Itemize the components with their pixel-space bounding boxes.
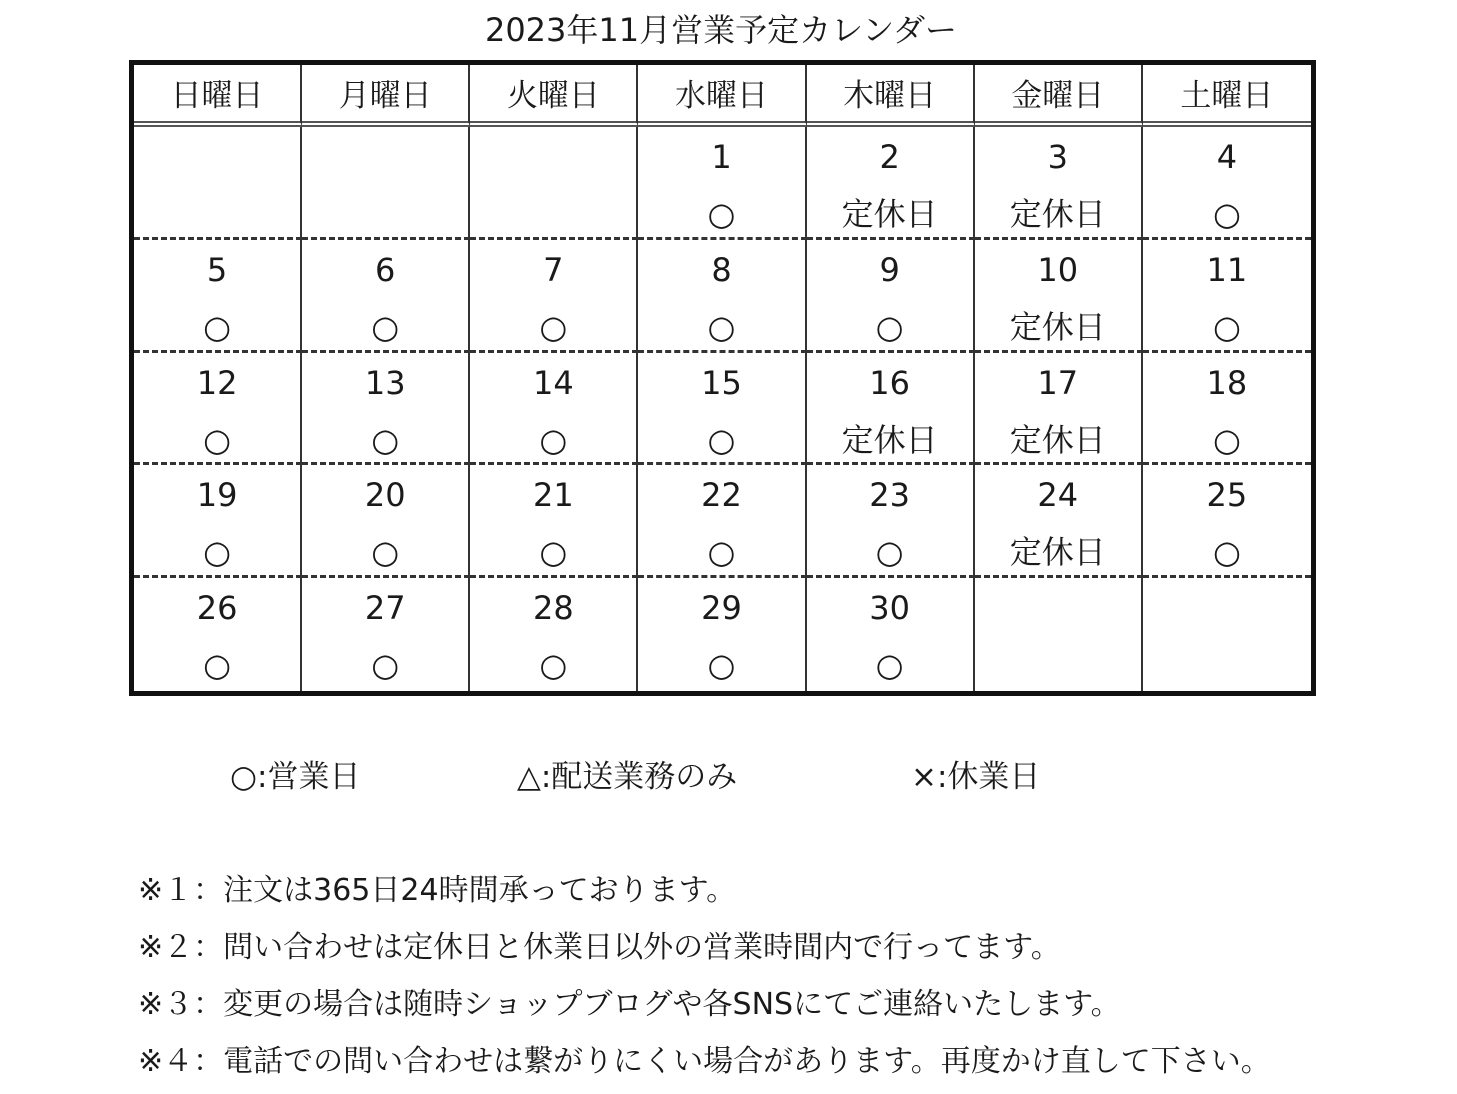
legend-delivery-only: △:配送業務のみ — [517, 759, 738, 795]
calendar-day-cell — [807, 240, 975, 353]
day-number: 9 — [879, 250, 900, 289]
day-number: 25 — [1206, 476, 1248, 515]
calendar-day-cell — [134, 465, 302, 578]
day-status: ○ — [875, 533, 904, 572]
legend-open: ○:営業日 — [230, 759, 361, 795]
calendar-day-cell — [302, 127, 470, 240]
day-number: 2 — [879, 138, 900, 176]
day-status: 定休日 — [1009, 307, 1106, 346]
day-status: ○ — [539, 533, 568, 572]
note-4: ※４：電話での問い合わせは繋がりにくい場合があります。再度かけ直して下さい。 — [138, 1044, 1271, 1079]
day-number: 17 — [1037, 363, 1079, 402]
day-number: 24 — [1037, 476, 1079, 515]
day-status: 定休日 — [1009, 533, 1106, 572]
day-status: ○ — [539, 646, 568, 685]
day-number: 27 — [364, 589, 406, 628]
day-number: 23 — [869, 476, 910, 515]
calendar-day-cell — [638, 127, 806, 240]
day-status: ○ — [707, 646, 736, 685]
calendar-day-cell — [975, 240, 1143, 353]
day-number: 28 — [532, 589, 574, 628]
day-number: 13 — [364, 363, 406, 402]
day-number: 22 — [701, 476, 742, 515]
day-status: ○ — [707, 307, 736, 346]
day-status: ○ — [539, 307, 568, 346]
day-status: ○ — [203, 533, 232, 572]
calendar-day-cell — [638, 240, 806, 353]
calendar-day-cell — [807, 578, 975, 691]
day-number: 8 — [711, 250, 732, 289]
calendar-day-cell — [638, 578, 806, 691]
weekday-header-sun: 日曜日 — [134, 65, 302, 127]
day-number: 4 — [1216, 138, 1238, 176]
day-status: ○ — [203, 646, 232, 685]
day-status: ○ — [371, 307, 400, 346]
calendar-day-cell — [470, 353, 638, 466]
page-title: 2023年11月営業予定カレンダー — [484, 11, 958, 49]
day-number: 30 — [869, 589, 910, 628]
day-status: 定休日 — [1009, 195, 1106, 233]
day-number: 26 — [196, 589, 238, 628]
calendar-day-cell — [807, 465, 975, 578]
day-status: ○ — [371, 533, 400, 572]
weekday-header-sat: 土曜日 — [1143, 65, 1311, 127]
calendar-day-cell — [1143, 465, 1311, 578]
calendar-day-cell — [807, 127, 975, 240]
weekday-header-tue: 火曜日 — [470, 65, 638, 127]
day-number: 3 — [1047, 138, 1068, 176]
day-status: ○ — [203, 420, 232, 459]
notes-list — [138, 866, 1271, 1094]
calendar-day-cell — [302, 240, 470, 353]
day-number: 29 — [701, 589, 742, 628]
day-number: 20 — [364, 476, 406, 515]
calendar-day-cell — [302, 353, 470, 466]
day-number: 10 — [1037, 250, 1079, 289]
day-status: ○ — [371, 646, 400, 685]
day-status: 定休日 — [1009, 420, 1106, 459]
calendar-grid — [129, 60, 1316, 696]
day-status: ○ — [707, 420, 736, 459]
calendar-day-cell — [1143, 578, 1311, 691]
legend-closed: ×:休業日 — [911, 759, 1041, 795]
day-number: 14 — [532, 363, 574, 402]
calendar-day-cell — [638, 465, 806, 578]
calendar-day-cell — [1143, 353, 1311, 466]
calendar-day-cell — [470, 127, 638, 240]
calendar-day-cell — [134, 578, 302, 691]
weekday-header-mon: 月曜日 — [302, 65, 470, 127]
day-status: ○ — [1212, 533, 1241, 572]
day-status: ○ — [1212, 420, 1241, 459]
day-number: 16 — [869, 363, 910, 402]
weekday-header-fri: 金曜日 — [975, 65, 1143, 127]
day-number: 21 — [532, 476, 574, 515]
day-number: 7 — [543, 250, 564, 289]
calendar-day-cell — [975, 127, 1143, 240]
day-status: ○ — [1212, 307, 1241, 346]
calendar-day-cell — [134, 240, 302, 353]
day-number: 15 — [701, 363, 742, 402]
day-number: 5 — [206, 250, 228, 289]
day-number: 1 — [711, 138, 732, 176]
calendar-day-cell — [638, 353, 806, 466]
day-status: ○ — [707, 533, 736, 572]
calendar-day-cell — [807, 353, 975, 466]
calendar-day-cell — [134, 127, 302, 240]
day-number: 11 — [1206, 250, 1248, 289]
calendar-day-cell — [302, 465, 470, 578]
note-1: ※１：注文は365日24時間承っております。 — [138, 873, 737, 908]
calendar-day-cell — [134, 353, 302, 466]
day-status: ○ — [707, 195, 736, 233]
day-status: 定休日 — [841, 195, 938, 233]
calendar-day-cell — [1143, 127, 1311, 240]
day-number: 19 — [196, 476, 238, 515]
day-status: ○ — [203, 307, 232, 346]
day-status: ○ — [1212, 195, 1241, 233]
day-status: ○ — [875, 646, 904, 685]
calendar-day-cell — [975, 465, 1143, 578]
calendar-day-cell — [470, 240, 638, 353]
note-3: ※３：変更の場合は随時ショップブログや各SNSにてご連絡いたします。 — [138, 987, 1121, 1022]
calendar-day-cell — [975, 353, 1143, 466]
day-number: 6 — [375, 250, 396, 289]
calendar-day-cell — [975, 578, 1143, 691]
weekday-header-wed: 水曜日 — [638, 65, 806, 127]
day-status: ○ — [539, 420, 568, 459]
day-number: 18 — [1206, 363, 1248, 402]
calendar-day-cell — [1143, 240, 1311, 353]
day-status: ○ — [875, 307, 904, 346]
day-status: 定休日 — [841, 420, 938, 459]
calendar-day-cell — [302, 578, 470, 691]
calendar-day-cell — [470, 578, 638, 691]
note-2: ※２：問い合わせは定休日と休業日以外の営業時間内で行ってます。 — [138, 930, 1061, 965]
day-status: ○ — [371, 420, 400, 459]
calendar-day-cell — [470, 465, 638, 578]
day-number: 12 — [196, 363, 238, 402]
weekday-header-thu: 木曜日 — [807, 65, 975, 127]
